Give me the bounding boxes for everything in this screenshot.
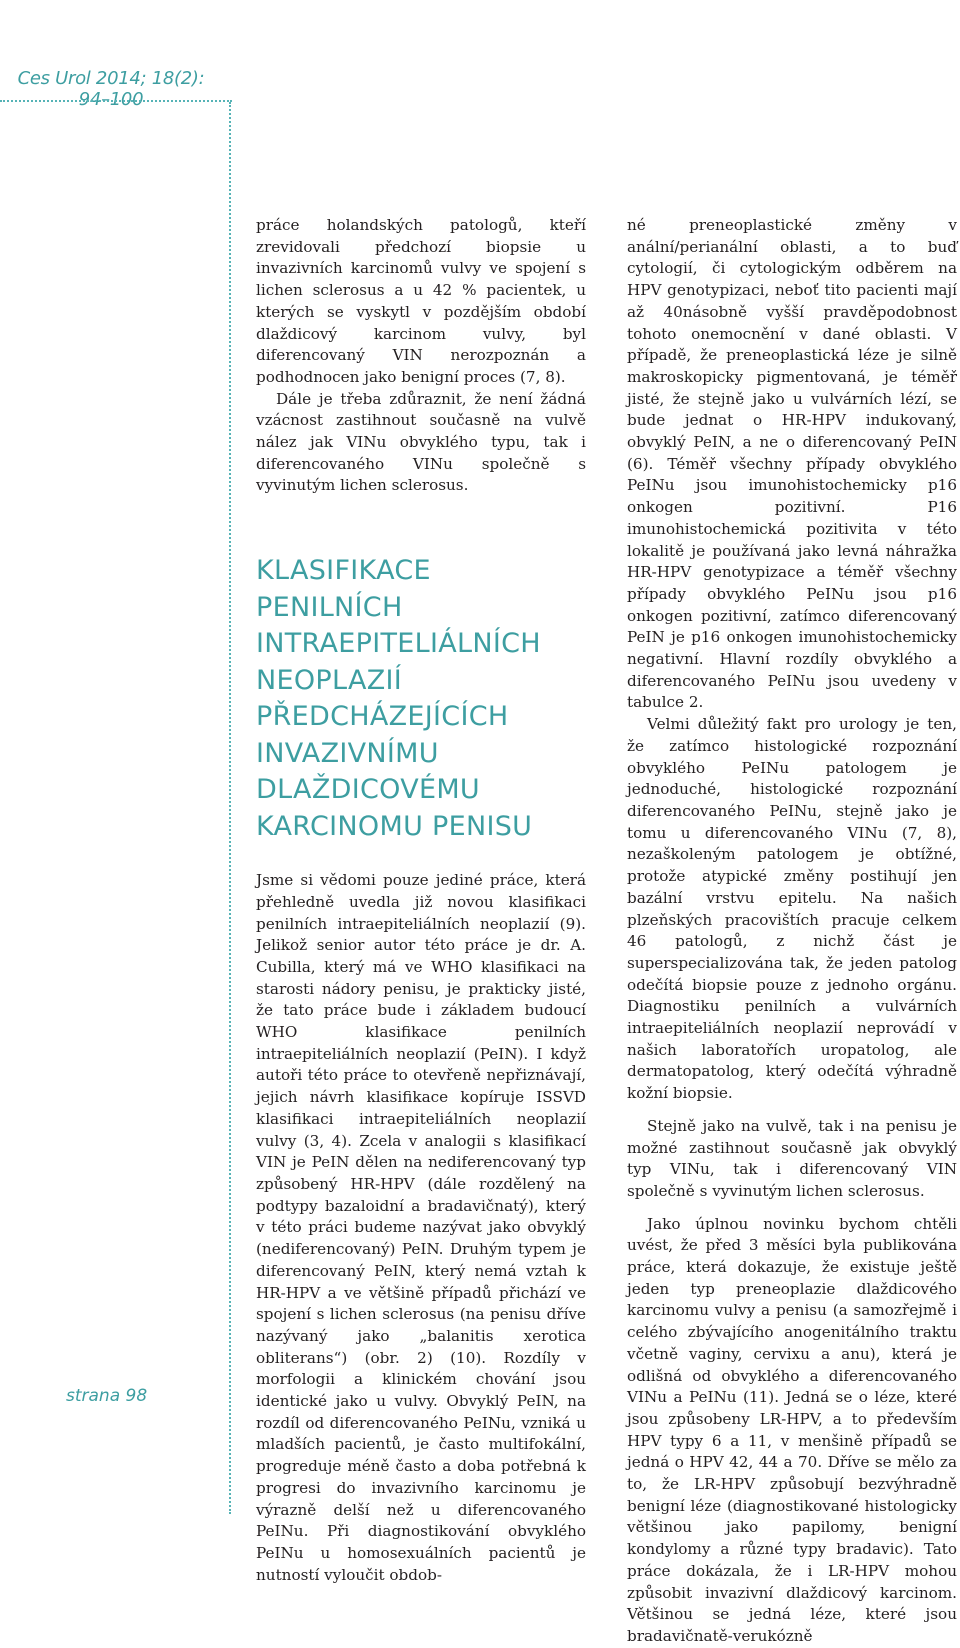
heading-line: INTRAEPITELIÁLNÍCH xyxy=(256,628,541,660)
left-paragraph-1: práce holandských patologů, kteří zrevidovali předchozí biopsie u invazivních karcinomů vulvy ve spojení s lichen sclerosus a u 42 % pacientek, u kterých se vyskytl v pozdějším období dlaždicový karcinom vulvy, byl diferencovaný VIN nerozpoznán a podhodnocen jako benigní proces (7, 8). xyxy=(256,216,586,386)
heading-line: KLASIFIKACE PENILNÍCH xyxy=(256,555,431,623)
right-paragraph-4: Jako úplnou novinku bychom chtěli uvést, že před 3 měsíci byla publikována práce, která dokazuje, že existuje ještě jeden typ preneoplazie dlaždicového karcinomu vulvy a penisu (a samozřejmě i celého zbývajícího anogenitálního traktu včetně vaginy, cervixu a anu), která je odlišná od obvyklého a diferencovaného VINu a PeINu (11). Jedná se o léze, které jsou způsobeny LR-HPV, a to především HPV typy 6 a 11, v menšině případů se jedná o HPV 42, 44 a 70. Dříve se mělo za to, že LR-HPV způsobují bezvýhradně benigní léze (diagnostikované histologicky většinou jako papilomy, benigní kondylomy a různé typy bradavic). Tato práce dokázala, že i LR-HPV mohou způsobit invazivní dlaždicový karcinom. Většinou se jedná léze, které jsou bradavičnatě-verukózně xyxy=(627,1214,957,1645)
heading-line: NEOPLAZIÍ xyxy=(256,664,403,696)
heading-line: INVAZIVNÍMU xyxy=(256,737,439,769)
heading-line: KARCINOMU PENISU xyxy=(256,810,533,842)
heading-line: PŘEDCHÁZEJÍCÍCH xyxy=(256,701,509,733)
heading-line: DLAŽDICOVÉMU xyxy=(256,774,480,806)
left-paragraph-3: Jsme si vědomi pouze jediné práce, která přehledně uvedla již novou klasifikaci penilních intraepiteliálních neoplazií (9). Jelikož senior autor této práce je dr. A. Cubilla, který má ve WHO klasifikaci na starosti nádory penisu, je prakticky jisté, že tato práce bude i základem budoucí WHO klasifikace penilních intraepiteliálních neoplazií (PeIN). I když autoři této práce to otevřeně nepřiznávají, jejich návrh klasifikace kopíruje ISSVD klasifikaci intraepiteliálních neoplazií vulvy (3, 4). Zcela v analogii s klasifikací VIN je PeIN dělen na nediferencovaný typ způsobený HR-HPV (dále rozdělený na podtypy bazaloidní a bradavičnatý), který v této práci budeme nazývat jako obvyklý (nediferencovaný) PeIN. Druhým typem je diferencovaný PeIN, který nemá vztah k HR-HPV a ve většině případů přichází ve spojení s lichen sclerosus (na penisu dříve nazývaný jako „balanitis xerotica obliterans“) (obr. 2) (10). Rozdíly v morfologii a klinickém chování jsou identické jako u vulvy. Obvyklý PeIN, na rozdíl od diferencovaného PeINu, vzniká u mladších pacientů, je často multifokální, progreduje méně často a doba potřebná k progresi do invazivního karcinomu je výrazně delší než u diferencovaného PeINu. Při diagnostikování obvyklého PeINu u homosexuálních pacientů je nutností vyloučit obdob- xyxy=(256,871,586,1584)
journal-reference: Ces Urol 2014; 18(2): 94–100 xyxy=(17,68,205,110)
right-paragraph-1: né preneoplastické změny v anální/perianální oblasti, a to buď cytologií, či cytologickým odběrem na HPV genotypizaci, neboť tito pacienti mají až 40násobně vyšší pravděpodobnost tohoto onemocnění v dané oblasti. V případě, že preneoplastická léze je silně makroskopicky pigmentovaná, je téměř jisté, že stejně jako u vulvárních lézí, se bude jednat o HR-HPV indukovaný, obvyklý PeIN, a ne o diferencovaný PeIN (6). Téměř všechny případy obvyklého PeINu jsou imunohistochemicky p16 onkogen pozitivní. P16 imunohistochemická pozitivita v této lokalitě je používaná jako levná náhražka HR-HPV genotypizace a téměř všechny případy obvyklého PeINu jsou p16 onkogen pozitivní, zatímco diferencovaný PeIN je p16 onkogen imunohistochemicky negativní. Hlavní rozdíly obvyklého a diferencovaného PeINu jsou uvedeny v tabulce 2. xyxy=(627,216,957,712)
left-paragraph-2: Dále je třeba zdůraznit, že není žádná vzácnost zastihnout současně na vulvě nález jak VINu obvyklého typu, tak i diferencovaného VINu společně s vyvinutým lichen sclerosus. xyxy=(256,389,586,495)
section-heading xyxy=(256,553,586,845)
right-paragraph-2: Velmi důležitý fakt pro urology je ten, že zatímco histologické rozpoznání obvyklého PeINu patologem je jednoduché, histologické rozpoznání diferencovaného PeINu, stejně jako je tomu u diferencovaného VINu (7, 8), nezaškoleným patologem je obtížné, protože atypické změny postihují jen bazální vrstvu epitelu. Na našich plzeňských pracovištích pracuje celkem 46 patologů, z nichž část je superspecializována tak, že jeden patolog odečítá biopsie pouze z jednoho orgánu. Diagnostiku penilních a vulvárních intraepiteliálních neoplazií neprovádí v našich laboratořích uropatolog, ale dermatopatolog, který odečítá výhradně kožní biopsie. xyxy=(627,715,957,1103)
right-paragraph-3: Stejně jako na vulvě, tak i na penisu je možné zastihnout současně jak obvyklý typ VINu, tak i diferencovaný VIN společně s vyvinutým lichen sclerosus. xyxy=(627,1116,957,1200)
left-column xyxy=(256,215,586,1586)
right-column xyxy=(627,215,957,1648)
page-number: strana 98 xyxy=(66,1386,148,1406)
header-divider xyxy=(0,100,232,102)
margin-divider xyxy=(229,102,231,1514)
